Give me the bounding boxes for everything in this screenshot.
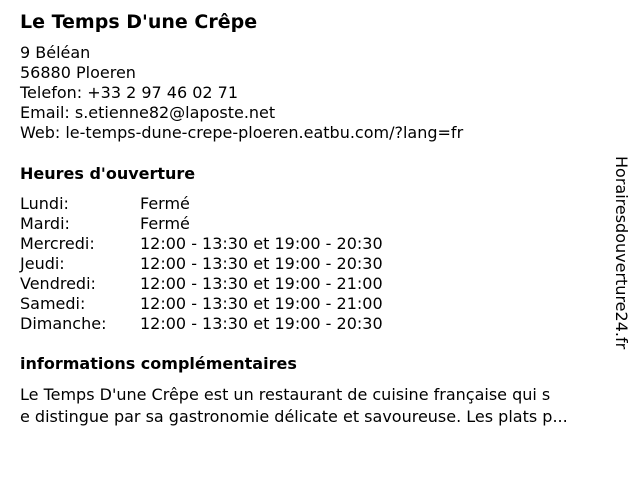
phone-line: Telefon: +33 2 97 46 02 71 [20, 83, 239, 102]
description-line: e distingue par sa gastronomie délicate et savoureuse. Les plats p... [20, 407, 568, 426]
day-label: Mardi: [20, 214, 70, 233]
hours-row-tuesday [20, 214, 383, 234]
postal-city: 56880 Ploeren [20, 63, 136, 82]
hours-row-saturday [20, 294, 383, 314]
day-label: Samedi: [20, 294, 86, 313]
day-hours: 12:00 - 13:30 et 19:00 - 20:30 [140, 234, 383, 253]
restaurant-description [20, 384, 620, 428]
additional-info-heading: informations complémentaires [20, 354, 297, 373]
description-line: Le Temps D'une Crêpe est un restaurant de cuisine française qui s [20, 385, 551, 404]
site-watermark [606, 135, 636, 370]
hours-row-sunday [20, 314, 383, 334]
opening-hours-heading: Heures d'ouverture [20, 164, 196, 183]
day-hours: 12:00 - 13:30 et 19:00 - 21:00 [140, 274, 383, 293]
street-address: 9 Béléan [20, 43, 91, 62]
hours-row-friday [20, 274, 383, 294]
day-label: Vendredi: [20, 274, 96, 293]
hours-row-wednesday [20, 234, 383, 254]
day-label: Dimanche: [20, 314, 107, 333]
day-hours: 12:00 - 13:30 et 19:00 - 20:30 [140, 314, 383, 333]
day-label: Mercredi: [20, 234, 95, 253]
day-hours: 12:00 - 13:30 et 19:00 - 20:30 [140, 254, 383, 273]
opening-hours-table [20, 194, 383, 334]
day-hours: 12:00 - 13:30 et 19:00 - 21:00 [140, 294, 383, 313]
day-hours: Fermé [140, 214, 190, 233]
email-line: Email: s.etienne82@laposte.net [20, 103, 276, 122]
website-line: Web: le-temps-dune-crepe-ploeren.eatbu.com/?lang=fr [20, 123, 464, 142]
restaurant-name: Le Temps D'une Crêpe [20, 11, 258, 33]
day-label: Jeudi: [20, 254, 65, 273]
watermark-text: Horairesdouverture24.fr [612, 155, 631, 350]
day-hours: Fermé [140, 194, 190, 213]
day-label: Lundi: [20, 194, 69, 213]
contact-block [20, 43, 463, 143]
hours-row-monday [20, 194, 383, 214]
hours-row-thursday [20, 254, 383, 274]
